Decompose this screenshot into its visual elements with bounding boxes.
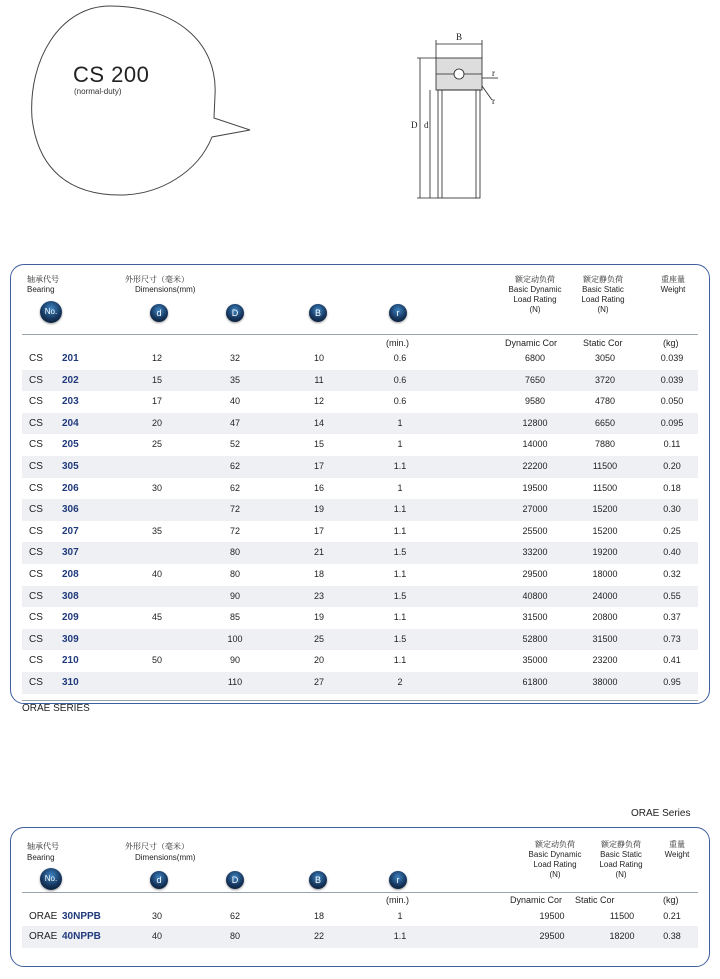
cell-dyn: 7650 xyxy=(524,374,546,385)
table-row xyxy=(22,434,698,456)
cell-dyn: 19500 xyxy=(539,911,565,921)
cell-no: 310 xyxy=(62,677,79,688)
cell-D: 72 xyxy=(229,525,240,536)
orae-series-title: ORAE Series xyxy=(631,808,691,819)
cell-sta: 15200 xyxy=(592,525,618,536)
cell-sta: 3720 xyxy=(594,374,616,385)
cell-w: 0.38 xyxy=(663,931,681,941)
unit-dyn: Dynamic Cor xyxy=(505,338,558,348)
cell-r: 0.6 xyxy=(393,396,407,407)
t2-badge-D: D xyxy=(226,871,244,889)
cell-B: 19 xyxy=(313,504,324,515)
table-row xyxy=(22,926,698,948)
t2-badge-r: r xyxy=(389,871,407,889)
cell-no: 206 xyxy=(62,482,79,494)
cell-D: 100 xyxy=(227,633,243,644)
cell-D: 32 xyxy=(229,353,240,363)
t2-header-sta-en2: Load Rating xyxy=(599,860,643,869)
t2-badge-no: No. xyxy=(40,868,62,890)
cell-w: 0.40 xyxy=(663,547,681,558)
header-dyn-en2: Load Rating xyxy=(513,295,557,304)
cell-dyn: 35000 xyxy=(522,655,548,666)
cell-prefix: CS xyxy=(29,525,43,537)
t2-unit-dyn: Dynamic Cor xyxy=(510,895,563,905)
header-sta-cn: 额定静负荷 xyxy=(583,275,623,284)
cell-w: 0.11 xyxy=(663,439,681,450)
cell-D: 62 xyxy=(229,461,240,471)
label-B: B xyxy=(456,32,463,42)
cell-sta: 23200 xyxy=(592,655,618,666)
header-divider xyxy=(22,334,698,335)
cell-w: 0.039 xyxy=(660,353,684,363)
cell-dyn: 22200 xyxy=(522,461,548,471)
cell-sta: 4780 xyxy=(594,396,616,407)
cell-prefix: CS xyxy=(29,374,43,386)
cell-w: 0.32 xyxy=(663,569,681,579)
header-dyn-cn: 额定动负荷 xyxy=(515,275,555,284)
cell-r: 1 xyxy=(397,417,403,428)
cell-B: 23 xyxy=(313,590,324,601)
table-row xyxy=(22,586,698,608)
unit-sta: Static Cor xyxy=(583,338,623,348)
table-row xyxy=(22,564,698,586)
cell-dyn: 19500 xyxy=(522,482,548,493)
cell-w: 0.039 xyxy=(660,374,684,385)
t2-header-sta-cn: 额定静负荷 xyxy=(601,840,641,849)
cell-B: 16 xyxy=(313,482,324,493)
cell-no: 307 xyxy=(62,547,79,559)
cell-D: 80 xyxy=(229,569,240,579)
unit-weight: (kg) xyxy=(663,338,679,348)
cell-sta: 19200 xyxy=(592,547,618,558)
cell-w: 0.18 xyxy=(663,482,681,493)
cell-prefix: CS xyxy=(29,590,43,602)
cell-sta: 31500 xyxy=(592,633,618,644)
cell-D: 110 xyxy=(227,677,243,687)
cell-d: 25 xyxy=(151,439,162,450)
table-row xyxy=(22,521,698,543)
cell-B: 25 xyxy=(313,633,324,644)
bearing-cross-section-drawing xyxy=(408,28,508,208)
cell-w: 0.37 xyxy=(663,612,681,623)
cell-no: 306 xyxy=(62,504,79,516)
label-D: D xyxy=(411,120,418,130)
cell-prefix: CS xyxy=(29,633,43,645)
cell-D: 52 xyxy=(229,439,240,450)
t2-header-sta-en1: Basic Static xyxy=(600,850,642,859)
cell-sta: 7880 xyxy=(594,439,616,450)
cell-dyn: 61800 xyxy=(522,677,548,687)
cell-dyn: 31500 xyxy=(522,612,548,623)
badge-d: d xyxy=(150,304,168,322)
cell-prefix: CS xyxy=(29,353,43,364)
cell-sta: 20800 xyxy=(592,612,618,623)
table-row xyxy=(22,456,698,478)
cell-dyn: 52800 xyxy=(522,633,548,644)
cell-r: 1.5 xyxy=(393,590,407,601)
cell-prefix: CS xyxy=(29,439,43,451)
t2-unit-weight: (kg) xyxy=(663,895,679,905)
t2-header-weight-cn: 重量 xyxy=(669,840,685,849)
t2-unit-sta: Static Cor xyxy=(575,895,615,905)
t2-header-weight-en: Weight xyxy=(664,850,690,859)
label-r-2: r xyxy=(492,96,495,106)
cell-no: 309 xyxy=(62,633,79,645)
table-row xyxy=(22,348,698,370)
cell-dyn: 6800 xyxy=(524,353,546,363)
cell-r: 1 xyxy=(397,482,403,493)
cell-D: 47 xyxy=(229,417,240,428)
cell-r: 1.1 xyxy=(393,525,407,536)
cell-r: 1.1 xyxy=(393,655,407,666)
header-dims-cn: 外形尺寸（毫米） xyxy=(125,275,189,284)
cell-no: 308 xyxy=(62,590,79,602)
table-row xyxy=(22,542,698,564)
cell-dyn: 12800 xyxy=(522,417,548,428)
header-weight-cn: 重座量 xyxy=(661,275,685,284)
cell-prefix: CS xyxy=(29,655,43,667)
cell-no: 209 xyxy=(62,612,79,624)
cell-sta: 6650 xyxy=(594,417,616,428)
cell-w: 0.095 xyxy=(660,417,684,428)
cell-d: 20 xyxy=(151,417,162,428)
series-title: CS 200 xyxy=(73,62,150,87)
table-row xyxy=(22,370,698,392)
header-bearing-en: Bearing xyxy=(27,285,55,294)
cell-sta: 15200 xyxy=(592,504,618,515)
cell-w: 0.20 xyxy=(663,461,681,471)
cell-prefix: CS xyxy=(29,569,43,580)
cell-r: 1.1 xyxy=(393,461,407,471)
t2-badge-B: B xyxy=(309,871,327,889)
cell-prefix: CS xyxy=(29,612,43,624)
cell-d: 40 xyxy=(151,569,162,579)
badge-r: r xyxy=(389,304,407,322)
cell-no: 207 xyxy=(62,525,79,537)
cell-D: 90 xyxy=(229,655,240,666)
cell-no: 205 xyxy=(62,439,79,451)
table-row xyxy=(22,672,698,694)
cell-sta: 38000 xyxy=(592,677,618,687)
label-r-1: r xyxy=(492,68,495,78)
cell-sta: 18200 xyxy=(609,931,635,941)
header-dims-en: Dimensions(mm) xyxy=(135,285,196,294)
cell-sta: 3050 xyxy=(594,353,616,363)
cell-sta: 11500 xyxy=(609,911,635,921)
cell-dyn: 27000 xyxy=(522,504,548,515)
cell-D: 62 xyxy=(229,482,240,493)
cell-prefix: ORAE xyxy=(29,911,58,922)
badge-B: B xyxy=(309,304,327,322)
cell-d: 45 xyxy=(151,612,162,623)
t2-header-sta-unit: (N) xyxy=(615,870,627,879)
cell-d: 30 xyxy=(151,911,162,921)
header-sta-en1: Basic Static xyxy=(582,285,624,294)
cell-w: 0.050 xyxy=(660,396,684,407)
badge-no: No. xyxy=(40,301,62,323)
cell-dyn: 40800 xyxy=(522,590,548,601)
t2-header-dims-cn: 外形尺寸（毫米） xyxy=(125,842,189,851)
cell-dyn: 14000 xyxy=(522,439,548,450)
cell-B: 20 xyxy=(313,655,324,666)
cell-dyn: 33200 xyxy=(522,547,548,558)
cell-B: 12 xyxy=(313,396,324,407)
cell-dyn: 29500 xyxy=(539,931,565,941)
t2-header-dyn-cn: 额定动负荷 xyxy=(535,840,575,849)
cell-d: 12 xyxy=(151,353,162,363)
cell-sta: 11500 xyxy=(592,482,618,493)
cell-B: 17 xyxy=(313,461,324,471)
cell-prefix: CS xyxy=(29,396,43,408)
cell-d: 17 xyxy=(151,396,162,407)
cell-B: 15 xyxy=(313,439,324,450)
cell-no: 201 xyxy=(62,353,79,364)
cell-prefix: CS xyxy=(29,547,43,559)
cell-B: 17 xyxy=(313,525,324,536)
cell-prefix: CS xyxy=(29,677,43,688)
cell-B: 14 xyxy=(313,417,324,428)
cell-D: 80 xyxy=(229,547,240,558)
cell-prefix: ORAE xyxy=(29,931,58,942)
speech-bubble xyxy=(0,0,260,200)
t2-header-dyn-en1: Basic Dynamic xyxy=(528,850,582,859)
table-row xyxy=(22,499,698,521)
cell-r: 0.6 xyxy=(393,374,407,385)
header-weight-en: Weight xyxy=(660,285,686,294)
cell-B: 18 xyxy=(313,569,324,579)
cell-no: 208 xyxy=(62,569,79,580)
cell-d: 40 xyxy=(151,931,162,941)
table-row xyxy=(22,629,698,651)
cell-no: 210 xyxy=(62,655,79,667)
cell-r: 1.5 xyxy=(393,547,407,558)
cell-no: 30NPPB xyxy=(62,911,101,922)
cell-B: 21 xyxy=(313,547,324,558)
cell-w: 0.73 xyxy=(663,633,681,644)
cell-dyn: 29500 xyxy=(522,569,548,579)
table-row xyxy=(22,391,698,413)
cell-no: 203 xyxy=(62,396,79,408)
cell-d: 30 xyxy=(151,482,162,493)
cell-no: 40NPPB xyxy=(62,931,101,942)
cell-B: 27 xyxy=(313,677,324,687)
cell-D: 80 xyxy=(229,931,240,941)
cell-r: 0.6 xyxy=(393,353,407,363)
t2-header-bearing-cn: 轴承代号 xyxy=(27,842,59,851)
header-bearing-cn: 轴承代号 xyxy=(27,275,59,284)
cell-D: 90 xyxy=(229,590,240,601)
cell-B: 19 xyxy=(313,612,324,623)
header-sta-en2: Load Rating xyxy=(581,295,625,304)
t2-header-divider xyxy=(22,892,698,893)
series-subtitle: (normal-duty) xyxy=(74,87,122,96)
cell-prefix: CS xyxy=(29,461,43,472)
table1-bottom-line xyxy=(22,700,698,701)
cell-sta: 18000 xyxy=(592,569,618,579)
cell-sta: 24000 xyxy=(592,590,618,601)
table-row xyxy=(22,650,698,672)
cell-d: 15 xyxy=(151,374,162,385)
t2-header-dyn-en2: Load Rating xyxy=(533,860,577,869)
cell-d: 50 xyxy=(151,655,162,666)
label-d: d xyxy=(424,120,429,130)
cell-w: 0.55 xyxy=(663,590,681,601)
cell-r: 1.5 xyxy=(393,633,407,644)
header-sta-unit: (N) xyxy=(597,305,609,314)
cell-r: 1.1 xyxy=(393,504,407,515)
header-dyn-en1: Basic Dynamic xyxy=(508,285,562,294)
cell-w: 0.41 xyxy=(663,655,681,666)
cell-dyn: 25500 xyxy=(522,525,548,536)
t2-unit-r: (min.) xyxy=(386,895,409,905)
cell-B: 18 xyxy=(313,911,324,921)
cell-prefix: CS xyxy=(29,482,43,494)
cell-prefix: CS xyxy=(29,504,43,516)
cell-r: 1 xyxy=(397,439,403,450)
cell-dyn: 9580 xyxy=(524,396,546,407)
cell-r: 1.1 xyxy=(393,931,407,941)
cell-w: 0.95 xyxy=(663,677,681,687)
cell-d: 35 xyxy=(151,525,162,536)
t2-badge-d: d xyxy=(150,871,168,889)
cell-w: 0.21 xyxy=(663,911,681,921)
cell-r: 1 xyxy=(397,911,403,921)
cell-no: 204 xyxy=(62,417,79,429)
cell-w: 0.30 xyxy=(663,504,681,515)
t2-header-dims-en: Dimensions(mm) xyxy=(135,853,196,862)
table-row xyxy=(22,607,698,629)
cell-D: 62 xyxy=(229,911,240,921)
cell-w: 0.25 xyxy=(663,525,681,536)
cell-B: 10 xyxy=(313,353,324,363)
cell-D: 40 xyxy=(229,396,240,407)
table-row xyxy=(22,478,698,500)
cell-r: 1.1 xyxy=(393,612,407,623)
cell-D: 85 xyxy=(229,612,240,623)
orae-series-label: ORAE SERIES xyxy=(22,703,90,714)
table-row xyxy=(22,413,698,435)
cell-sta: 11500 xyxy=(592,461,618,471)
cell-B: 11 xyxy=(314,374,324,385)
unit-r: (min.) xyxy=(386,338,409,348)
t2-header-dyn-unit: (N) xyxy=(549,870,561,879)
cell-no: 202 xyxy=(62,374,79,386)
cell-prefix: CS xyxy=(29,417,43,429)
cell-r: 2 xyxy=(397,677,403,687)
cell-r: 1.1 xyxy=(393,569,407,579)
t2-header-bearing-en: Bearing xyxy=(27,853,55,862)
cell-D: 72 xyxy=(229,504,240,515)
badge-D: D xyxy=(226,304,244,322)
cell-B: 22 xyxy=(313,931,324,941)
table-row xyxy=(22,906,698,928)
cell-no: 305 xyxy=(62,461,79,472)
cell-D: 35 xyxy=(229,374,240,385)
header-dyn-unit: (N) xyxy=(529,305,541,314)
